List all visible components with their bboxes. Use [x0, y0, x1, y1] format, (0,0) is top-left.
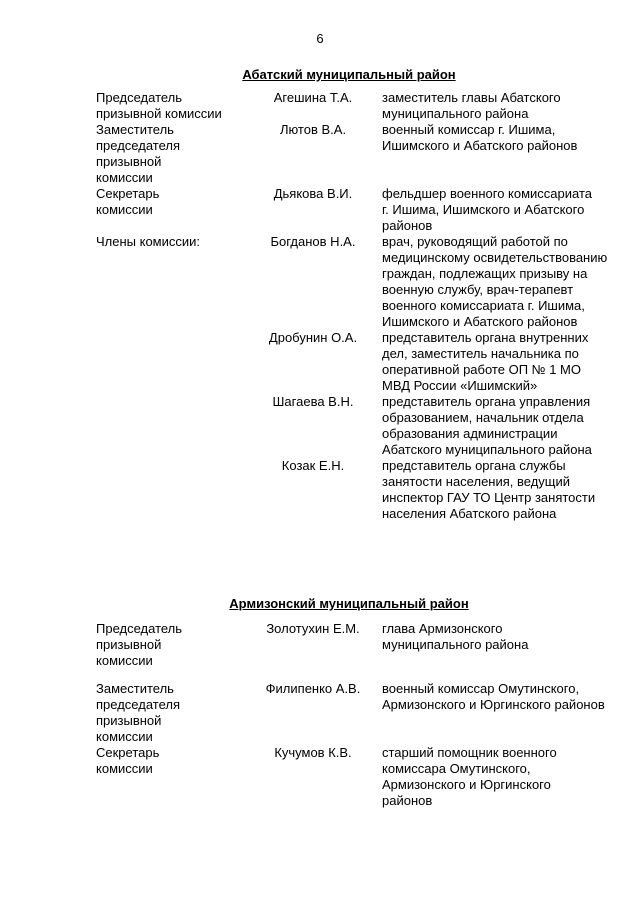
table-row	[96, 458, 616, 522]
name-cell: Лютов В.А.	[279, 122, 347, 137]
role-cell: Заместитель председателя призывной комиссии	[96, 681, 181, 744]
duty-cell: представитель органа внутренних дел, заместитель начальника по оперативной работе ОП № 1 МО МВД России «Ишимский»	[382, 330, 589, 393]
duty-cell: военный комиссар Омутинского, Армизонского и Юргинского районов	[382, 681, 605, 712]
commission-table-armizonsky	[96, 621, 616, 809]
name-cell: Агешина Т.А.	[273, 90, 353, 105]
table-row	[96, 122, 616, 186]
name-cell: Дьякова В.И.	[273, 186, 353, 201]
name-cell: Филипенко А.В.	[265, 681, 361, 696]
role-cell: Заместитель председателя призывной комиссии	[96, 122, 181, 185]
role-cell: Члены комиссии:	[96, 234, 201, 249]
name-cell: Золотухин Е.М.	[266, 621, 360, 636]
role-cell: Секретарь комиссии	[96, 745, 160, 776]
table-row	[96, 186, 616, 234]
table-row	[96, 330, 616, 394]
duty-cell: врач, руководящий работой по медицинскому освидетельствованию граждан, подлежащих призыву на военную службу, врач-терапевт военного комиссариата г. Ишима, Ишимского и Абатского районов	[382, 234, 608, 329]
duty-cell: военный комиссар г. Ишима, Ишимского и Абатского районов	[382, 122, 578, 153]
page-number: 6	[316, 31, 324, 46]
duty-cell: заместитель главы Абатского муниципального района	[382, 90, 561, 121]
name-cell: Дробунин О.А.	[268, 330, 358, 345]
role-cell: Секретарь комиссии	[96, 186, 160, 217]
commission-table-abatsky	[96, 90, 616, 522]
name-cell: Козак Е.Н.	[281, 458, 345, 473]
duty-cell: представитель органа управления образованием, начальник отдела образования администрации Абатского муниципального района	[382, 394, 592, 457]
section-title-abatsky: Абатский муниципальный район	[242, 67, 456, 82]
name-cell: Шагаева В.Н.	[272, 394, 354, 409]
section-title-armizonsky: Армизонский муниципальный район	[229, 596, 469, 611]
duty-cell: фельдшер военного комиссариата г. Ишима, Ишимского и Абатского районов	[382, 186, 593, 233]
table-row	[96, 394, 616, 458]
table-row	[96, 234, 616, 330]
role-cell: Председатель призывной комиссии	[96, 621, 183, 668]
duty-cell: глава Армизонского муниципального района	[382, 621, 529, 652]
duty-cell: старший помощник военного комиссара Омутинского, Армизонского и Юргинского районов	[382, 745, 557, 808]
table-row	[96, 681, 616, 745]
name-cell: Кучумов К.В.	[274, 745, 352, 760]
table-row	[96, 90, 616, 122]
table-row	[96, 745, 616, 809]
table-row	[96, 621, 616, 669]
role-cell: Председатель призывной комиссии	[96, 90, 222, 121]
name-cell: Богданов Н.А.	[270, 234, 356, 249]
duty-cell: представитель органа службы занятости населения, ведущий инспектор ГАУ ТО Центр занятости населения Абатского района	[382, 458, 596, 521]
